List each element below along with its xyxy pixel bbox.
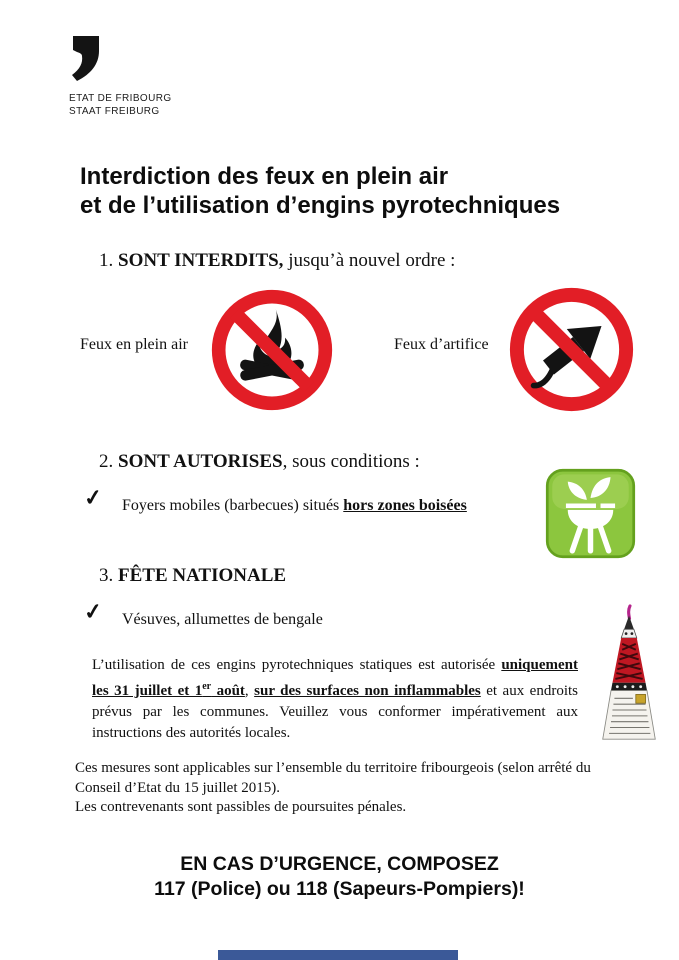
section-2-heading-bold: SONT AUTORISES bbox=[118, 451, 283, 472]
barbecue-item-text: Foyers mobiles (barbecues) situés bbox=[122, 497, 344, 514]
section-1-number: 1. bbox=[99, 250, 118, 271]
section-1-heading-rest: jusqu’à nouvel ordre : bbox=[283, 250, 456, 271]
logo-text-line2: STAAT FREIBURG bbox=[69, 106, 160, 117]
vesuve-firework-image bbox=[588, 604, 670, 751]
section-2-heading-rest: , sous conditions : bbox=[282, 451, 420, 472]
territory-note-line1: Ces mesures sont applicables sur l’ensemble du territoire fribourgeois (selon arrêté du Conseil d’Etat du 15 juillet 2015). bbox=[75, 760, 591, 796]
section-3-heading bbox=[99, 565, 286, 587]
barbecue-icon bbox=[545, 468, 636, 559]
no-open-fire-icon bbox=[210, 288, 334, 412]
section-3-heading-bold: FÊTE NATIONALE bbox=[118, 565, 287, 586]
emergency-line1: EN CAS D’URGENCE, COMPOSEZ bbox=[180, 853, 499, 875]
barbecue-item-emphasis: hors zones boisées bbox=[343, 497, 467, 514]
vesuve-firework-icon bbox=[588, 604, 670, 746]
territory-note bbox=[75, 759, 640, 818]
checkmark-icon: ✓ bbox=[82, 484, 104, 511]
checkmark-icon: ✓ bbox=[82, 598, 104, 625]
notice-bold1b: août bbox=[211, 683, 245, 699]
notice-separator: , bbox=[244, 683, 255, 699]
section-1-heading bbox=[99, 250, 455, 272]
emergency-line2: 117 (Police) ou 118 (Sapeurs-Pompiers)! bbox=[154, 878, 525, 900]
section-3-number: 3. bbox=[99, 565, 118, 586]
page-title bbox=[80, 162, 560, 220]
fribourg-comma-logo-icon bbox=[69, 36, 101, 82]
fribourg-logo bbox=[69, 36, 172, 118]
notice-part2: et aux endroits prévus par les communes. Veuillez vous conformer impérativement aux instructions des autorités locales. bbox=[92, 683, 579, 741]
bottom-bar bbox=[218, 950, 458, 960]
section-1-heading-bold: SONT INTERDITS, bbox=[118, 250, 284, 271]
page-title-line2: et de l’utilisation d’engins pyrotechniques bbox=[80, 192, 561, 219]
open-fire-label: Feux en plein air bbox=[80, 336, 188, 353]
logo-text-line1: ETAT DE FRIBOURG bbox=[69, 93, 172, 104]
page-title-line1: Interdiction des feux en plein air bbox=[80, 163, 449, 190]
territory-note-line2: Les contrevenants sont passibles de poursuites pénales. bbox=[75, 799, 407, 815]
section-2-heading bbox=[99, 451, 420, 473]
no-fireworks-sign bbox=[508, 286, 635, 418]
notice-part1: L’utilisation de ces engins pyrotechniques statiques est autorisée bbox=[92, 657, 502, 673]
no-open-fire-sign bbox=[210, 288, 334, 417]
notice-bold1a: uniquement les 31 juillet et 1 bbox=[92, 657, 578, 699]
notice-superscript: er bbox=[202, 681, 212, 692]
emergency-notice bbox=[0, 852, 679, 902]
barbecue-item bbox=[122, 497, 467, 515]
vesuve-item: Vésuves, allumettes de bengale bbox=[122, 611, 323, 628]
regulation-notice bbox=[92, 655, 578, 744]
bbq-allowed-badge bbox=[545, 468, 636, 564]
fireworks-label: Feux d’artifice bbox=[394, 336, 489, 353]
no-fireworks-icon bbox=[508, 286, 635, 413]
notice-bold2: sur des surfaces non inflammables bbox=[254, 683, 481, 699]
section-2-number: 2. bbox=[99, 451, 118, 472]
